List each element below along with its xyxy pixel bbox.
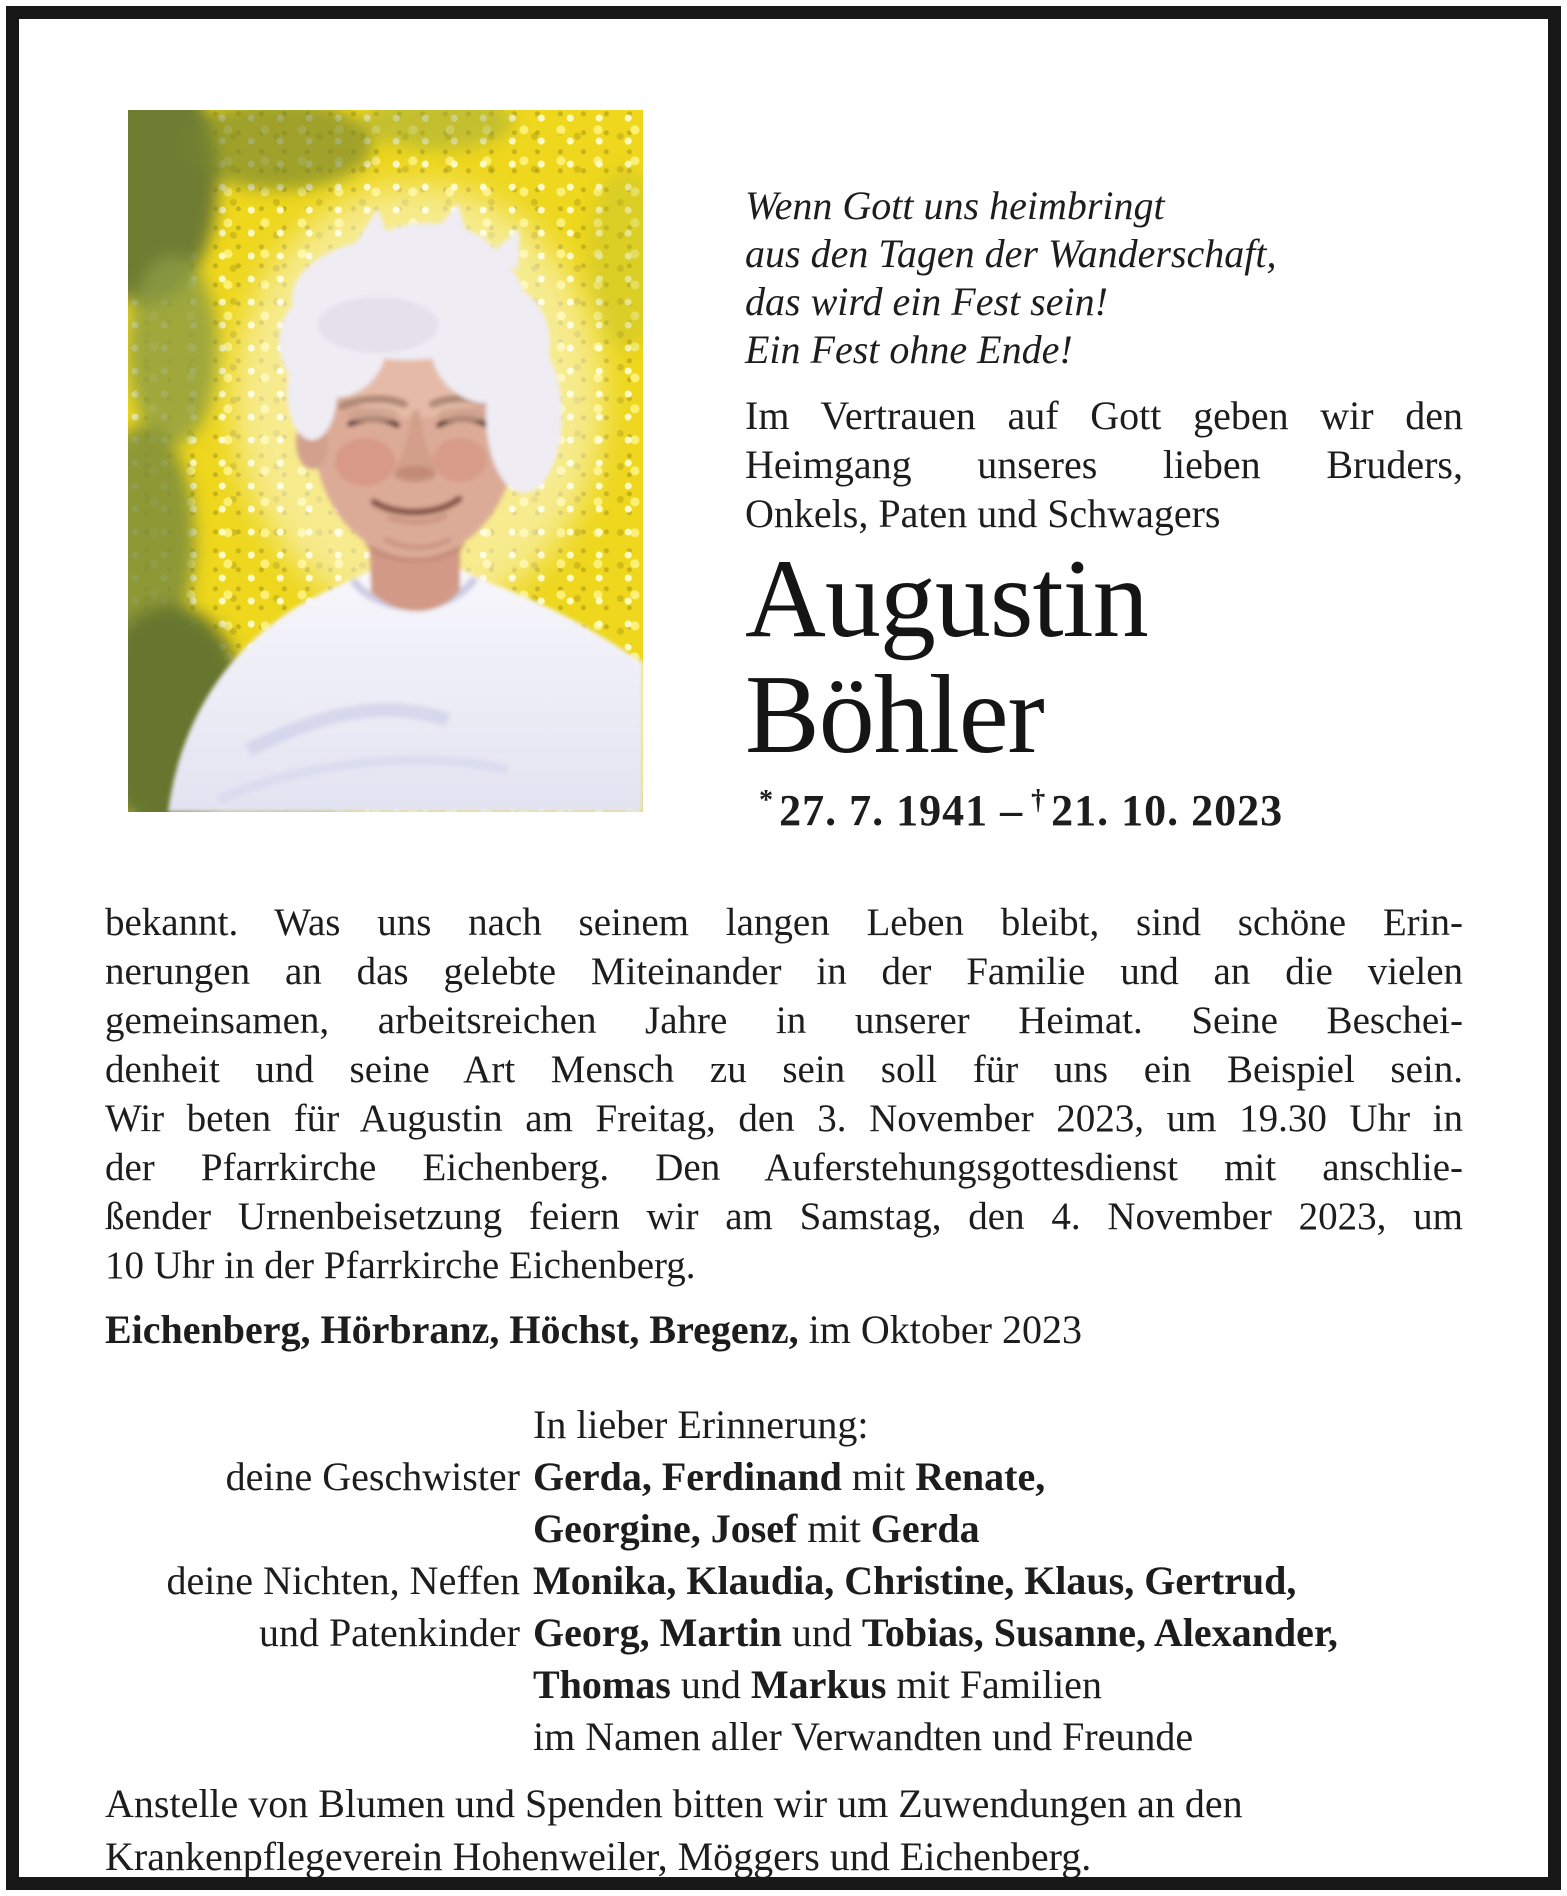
death-cross-symbol: † — [1031, 785, 1046, 817]
announcement-line: Heimgang unseres lieben Bruders, — [745, 442, 1463, 487]
remembrance-names: Thomas und Markus mit Familien — [533, 1662, 1102, 1707]
donation-paragraph — [105, 1777, 1463, 1883]
body-line: der Pfarrkirche Eichenberg. Den Auferstehungsgottesdienst mit anschlie- — [105, 1146, 1463, 1189]
poem — [745, 182, 1463, 374]
body-line: gemeinsamen, arbeitsreichen Jahre in unserer Heimat. Seine Beschei- — [105, 999, 1463, 1042]
body-line: ßender Urnenbeisetzung feiern wir am Samstag, den 4. November 2023, um — [105, 1195, 1463, 1238]
announcement-line: Im Vertrauen auf Gott geben wir den — [745, 393, 1463, 438]
remembrance-names: Georg, Martin und Tobias, Susanne, Alexander, — [533, 1610, 1338, 1655]
announcement-paragraph — [745, 391, 1463, 538]
death-date: 21. 10. 2023 — [1051, 786, 1284, 835]
poem-line: das wird ein Fest sein! — [745, 279, 1108, 324]
remembrance-relation-label: und Patenkinder — [258, 1610, 520, 1655]
remembrance-relation-label — [105, 1503, 533, 1555]
donation-line: Krankenpflegeverein Hohenweiler, Möggers und Eichenberg. — [105, 1834, 1092, 1879]
remembrance-relation-label: deine Geschwister — [225, 1454, 520, 1499]
body-paragraph — [105, 898, 1463, 1290]
dates-separator: – — [1000, 786, 1024, 835]
body-line: 10 Uhr in der Pfarrkirche Eichenberg. — [105, 1244, 696, 1287]
body-line: denheit und seine Art Mensch zu sein soll für uns ein Beispiel sein. — [105, 1048, 1463, 1091]
body-line: nerungen an das gelebte Miteinander in der Familie und an die vielen — [105, 950, 1463, 993]
poem-line: aus den Tagen der Wanderschaft, — [745, 231, 1277, 276]
remembrance-table — [105, 1399, 1463, 1763]
location-month: im Oktober 2023 — [798, 1307, 1082, 1352]
remembrance-relation-label: deine Nichten, Neffen — [166, 1558, 520, 1603]
intro-column — [745, 182, 1463, 836]
deceased-first-name: Augustin — [745, 537, 1148, 661]
life-dates — [745, 785, 1463, 836]
body-line: bekannt. Was uns nach seinem langen Leben bleibt, sind schöne Erin- — [105, 901, 1463, 944]
deceased-last-name: Böhler — [745, 653, 1044, 777]
remembrance-relation-label — [105, 1399, 533, 1451]
poem-line: Wenn Gott uns heimbringt — [745, 183, 1165, 228]
remembrance-relation-label — [105, 1659, 533, 1711]
location-names: Eichenberg, Hörbranz, Höchst, Bregenz, — [105, 1307, 799, 1352]
announcement-line: Onkels, Paten und Schwagers — [745, 491, 1221, 536]
remembrance-names: Georgine, Josef mit Gerda — [533, 1506, 980, 1551]
birth-star-symbol: * — [759, 785, 774, 817]
remembrance-names: In lieber Erinnerung: — [533, 1402, 869, 1447]
remembrance-relation-label — [105, 1711, 533, 1763]
portrait-illustration — [128, 110, 643, 812]
portrait-photo — [128, 110, 643, 812]
deceased-name — [745, 537, 1463, 777]
birth-date: 27. 7. 1941 — [779, 786, 989, 835]
remembrance-names: im Namen aller Verwandten und Freunde — [533, 1714, 1194, 1759]
remembrance-names: Monika, Klaudia, Christine, Klaus, Gertrud, — [533, 1558, 1297, 1603]
donation-line: Anstelle von Blumen und Spenden bitten wir um Zuwendungen an den — [105, 1781, 1243, 1826]
location-date-line — [105, 1305, 1463, 1355]
body-line: Wir beten für Augustin am Freitag, den 3. November 2023, um 19.30 Uhr in — [105, 1097, 1463, 1140]
lower-text-block — [105, 898, 1463, 1883]
poem-line: Ein Fest ohne Ende! — [745, 327, 1073, 372]
remembrance-names: Gerda, Ferdinand mit Renate, — [533, 1454, 1046, 1499]
